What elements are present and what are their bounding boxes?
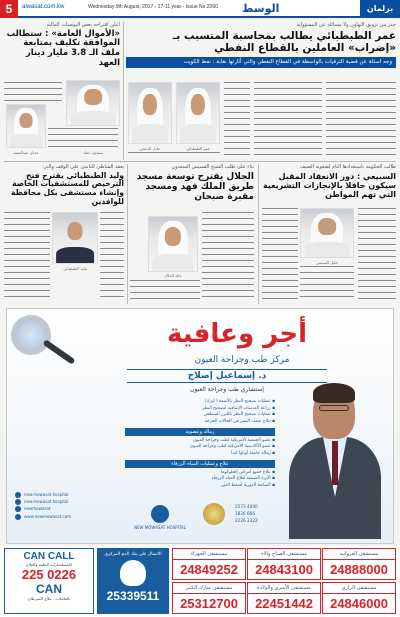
can-call-brand: CAN	[36, 582, 62, 596]
story-main	[126, 22, 396, 78]
hospital-phone-box[interactable]	[322, 548, 396, 580]
ad-section-head-treatments: علاج وعمليات المياه الزرقاء	[125, 460, 275, 468]
story-b3	[4, 164, 124, 208]
ad-doctor-name: د. إسماعيل إصلاح	[127, 369, 327, 383]
story-main-body-3	[224, 82, 250, 156]
story-main-kicker: حذر من تزويق التهاون ولا مسائلة عن المسؤولية	[296, 22, 396, 28]
ad-doctor-role: إستشاري طب وجراحة العيون	[190, 386, 264, 393]
caption-b3: وليد الطبطبائي	[63, 266, 87, 271]
story-b2	[130, 164, 254, 208]
ad-phone[interactable]: 1826 666	[235, 511, 255, 517]
hospital-phone-box[interactable]	[172, 582, 246, 614]
hospital-phone-box[interactable]	[247, 582, 321, 614]
photo-saadoun-hammad	[66, 80, 120, 126]
story-main-subhead: وجه اسئلة عن قضية الترقيات بالواسطة في القطاع النفطي والتي أثارتها نقابة : نفط الكويت	[126, 57, 396, 68]
horizontal-rule	[4, 161, 396, 162]
ad-subtitle: مركز طب وجراحة العيون	[194, 355, 290, 365]
instagram-icon	[15, 492, 21, 498]
page-number: 5	[0, 0, 18, 18]
column-divider-3	[127, 164, 128, 304]
photo-omar-tabtabaei	[176, 82, 220, 144]
globe-icon	[15, 514, 21, 520]
photo-adnan-abdulsamad	[6, 104, 46, 148]
caption-photo-1: عمر الطبطبائي	[186, 146, 210, 151]
caption-b1: خليل السبيعي	[316, 260, 338, 265]
newspaper-logo: الوسط	[242, 2, 280, 15]
story-right-headline: «الأموال العامة» : سنطالب الموافقة تكليف بمتابعة ملف الـ 3.8 مليار دينار العهد	[6, 28, 120, 68]
hospital-phone[interactable]: 22451442	[255, 596, 313, 611]
hospital-name: مستشفى الفروانية	[323, 549, 395, 560]
can-call-phone[interactable]: 225 0226	[21, 567, 77, 582]
photo-adel-damkhi	[128, 82, 172, 144]
story-b1-kicker: طالب الحكومة باستعدادها التام لصعوبة الصيف	[299, 164, 396, 170]
ad-contact-line[interactable]: new.mowasat.hospital	[15, 491, 125, 498]
ad-membership-item: ▪ عضو الأكاديمية الأمريكية لطب وجراحة العيون	[125, 444, 275, 451]
twitter-icon	[15, 499, 21, 505]
gold-award-seal	[203, 503, 225, 525]
story-main-headline: عمر الطبطبائي يطالب بمحاسبة المتسبب بـ «إضراب» العاملين بالقطاع النفطي	[172, 29, 396, 54]
story-b2-kicker: بناء على طلب الشيخ الفسيس السعدون	[171, 164, 254, 170]
story-b1	[260, 164, 396, 204]
column-divider-2	[258, 164, 259, 304]
can-call-line: للإستفسارات الطبية والعلاج	[26, 562, 72, 567]
ad-services	[125, 399, 275, 490]
masthead	[0, 0, 400, 18]
hospital-phone[interactable]: 24846000	[330, 596, 388, 611]
caption-b2: خالد الجلال	[164, 273, 182, 278]
story-b2-headline: الجلال يقترح توسعة مسجد طريق الملك فهد ومسجد مقبرة صبحان	[136, 171, 254, 203]
ad-treatment-item: ▪ الإبرة الصبغية لعلاج المياه الزرقاء	[125, 476, 275, 483]
hospital-phone-box[interactable]	[322, 582, 396, 614]
hospital-phone-box[interactable]	[172, 548, 246, 580]
ad-service-item: ▪ علاج ضعف البصر في الحالات الحرجة	[125, 419, 275, 426]
story-b3-kicker: يعقد الشاطي للتأمين على الوقف والتي	[42, 164, 124, 170]
can-call-footer: بالعاملات.. علاج السرطان	[27, 596, 71, 601]
ad-contact-line[interactable]: new.mowasat.hospital	[15, 498, 125, 505]
ad-contact-line[interactable]: www.newmowasat.com	[15, 513, 125, 520]
ad-service-item: ▪ عمليات تصحيح النظر بالأشعة ( ليزك)	[125, 399, 275, 406]
blood-bank-box[interactable]	[97, 548, 169, 614]
caption-photo-2: عادل الدمخي	[139, 146, 161, 151]
ad-section-head-memberships: زمالة وعضوية	[125, 428, 275, 436]
story-main-body-1	[326, 82, 396, 156]
hospital-logo	[125, 505, 195, 530]
ad-title: أجر وعافية	[167, 319, 307, 349]
story-right	[4, 22, 120, 78]
ad-phones	[235, 503, 295, 524]
can-call-title: CAN CALL	[23, 551, 75, 562]
hospital-phone[interactable]: 25312700	[180, 596, 238, 611]
doctor-photo	[289, 379, 381, 539]
photo-khaled-jallal	[148, 216, 198, 272]
caption-right-1: سعدون حماد	[82, 150, 104, 155]
hospital-phone[interactable]: 24849252	[180, 562, 238, 577]
site-url[interactable]: alwasat.com.kw	[22, 4, 65, 10]
story-right-body	[48, 128, 118, 148]
caption-right-2: عدنان عبدالصمد	[13, 150, 39, 155]
ad-service-item: ▪ زراعة العدسات الإضافية لتصحيح النظر	[125, 406, 275, 413]
story-b1-headline: السبيعي : دور الانعقاد المقبل سيكون حافلا بالإنجازات التشريعية التي تهم المواطن	[263, 171, 396, 199]
classifieds-strip	[0, 546, 400, 617]
ad-contact-line[interactable]: newmowasat	[15, 505, 125, 512]
story-right-kicker: أعلن اقتراحه بعض التوصيات المالية	[46, 22, 120, 28]
can-call-box[interactable]	[4, 548, 94, 614]
ad-social-contacts	[15, 491, 125, 520]
hospital-name: مستشفى الرازي	[323, 583, 395, 594]
story-b2-body-1	[202, 212, 254, 302]
ad-membership-item: ▪ عضو الجمعية الأمريكية لطب وجراحة العيون	[125, 438, 275, 445]
ad-phone[interactable]: 2573 4000	[235, 504, 258, 509]
hospital-name: مستشفى مبارك الكبير	[173, 583, 245, 594]
section-tag: برلمان	[360, 0, 400, 18]
column-divider	[123, 22, 124, 160]
hospital-name: NEW MOWASAT HOSPITAL	[134, 525, 186, 530]
photo-khalil-subaie	[300, 208, 354, 258]
ad-service-item: ▪ عمليات تصحيح النظر بالليزر السطحي	[125, 412, 275, 419]
pigeon-icon	[120, 560, 146, 586]
blood-bank-line: الاتصال على بنك الدم المركزي	[104, 552, 162, 557]
hospital-phone[interactable]: 24888000	[330, 562, 388, 577]
ad-treatment-item: ▪ المتابعة الدورية لضغط العين	[125, 483, 275, 490]
story-b1-body-1	[358, 208, 396, 300]
photo-waleed-tabtabaei	[52, 212, 98, 264]
story-b3-body-1	[100, 212, 124, 302]
hospital-name: مستشفى الجهراء	[173, 549, 245, 560]
story-b1-body-2	[262, 208, 298, 300]
ad-membership-item: ▪ زمالة جامعة أوتاوا كندا	[125, 451, 275, 458]
story-main-body-2	[254, 82, 322, 156]
hospital-phone[interactable]: 24843100	[255, 562, 313, 577]
ad-phone[interactable]: 2226 2322	[235, 518, 258, 524]
story-main-body-4	[128, 152, 220, 158]
story-b1-body-3	[300, 266, 354, 300]
blood-bank-number[interactable]: 25339511	[106, 589, 160, 603]
story-b2-body-2	[130, 280, 200, 302]
story-b3-body-2	[4, 212, 50, 302]
hospital-logo-icon	[151, 505, 169, 523]
eye-clinic-advertisement[interactable]	[6, 308, 394, 544]
hospital-name: مستشفى الأميري والولادة	[248, 583, 320, 594]
story-b3-headline: وليد الطبطبائي يقترح فتح الترخيص للمستشفيات الخاصة وإنشاء مستشفى بكل محافظة للوافدين	[10, 170, 124, 206]
story-right-body-2	[4, 82, 62, 102]
hospital-name: مستشفى الصباح والاة	[248, 549, 320, 560]
hospital-phone-box[interactable]	[247, 548, 321, 580]
dateline: Wednesday 9th August, 2017 - 17-11 year - Issue No.2060	[88, 4, 218, 10]
ad-treatment-item: ▪ علاج جميع أمراض الجلوكوما	[125, 470, 275, 477]
magnifier-icon	[11, 315, 51, 355]
snapchat-icon	[15, 506, 21, 512]
